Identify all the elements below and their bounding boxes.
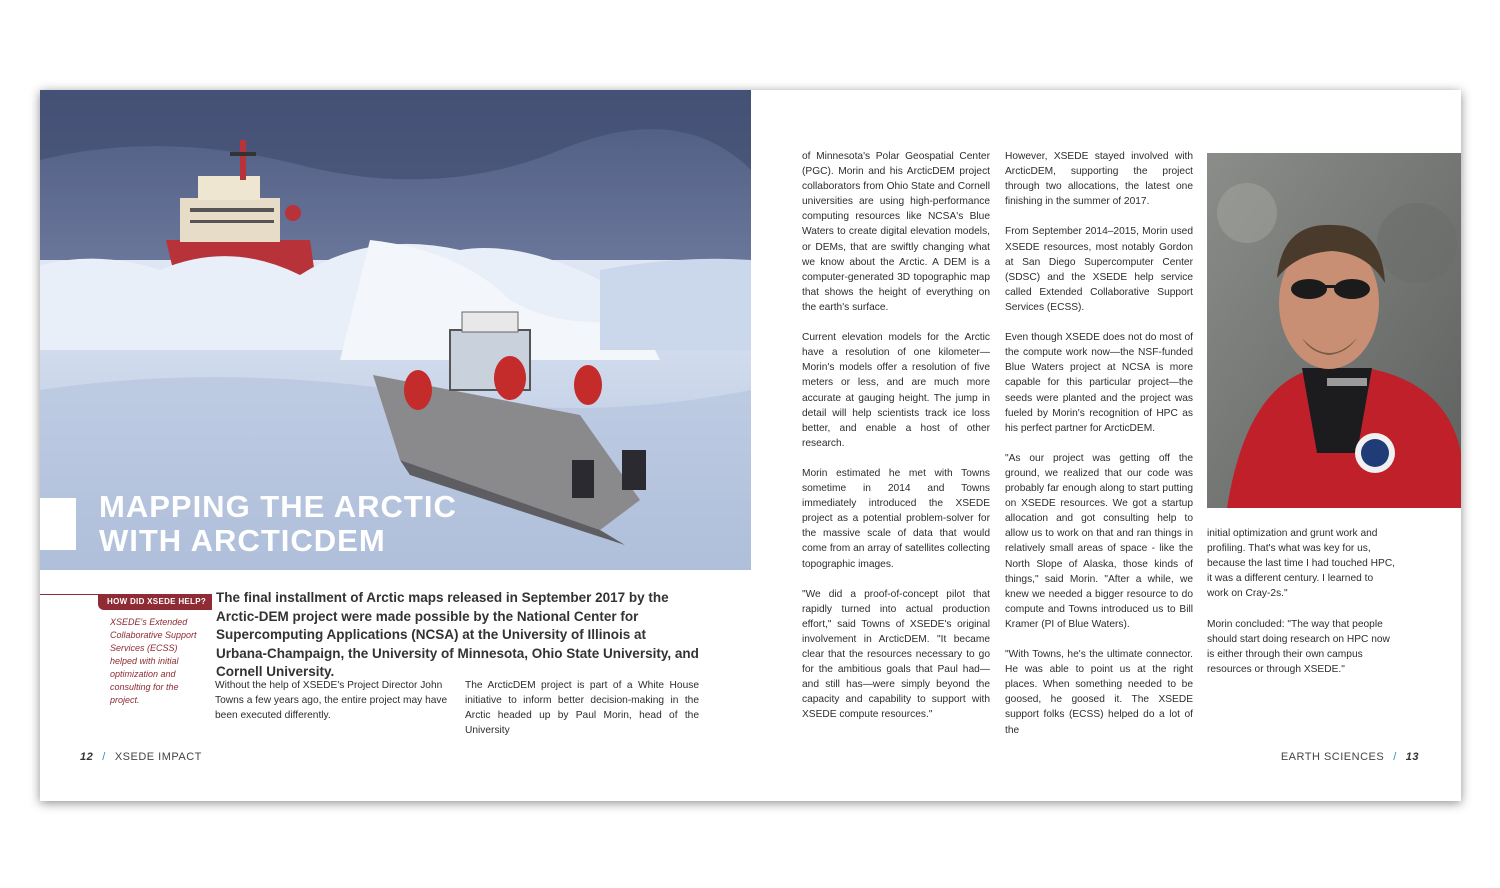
paragraph: From September 2014–2015, Morin used XSEDE resources, most notably Gordon at San Diego Supercomputer Center (SDSC) and the XSEDE help service called Extended Collaborative Support Services (ECSS). xyxy=(1005,226,1193,313)
body-column-left-1 xyxy=(215,678,449,723)
paul-morin-portrait xyxy=(1207,153,1461,508)
title-line-1: MAPPING THE ARCTIC xyxy=(99,489,457,524)
footer-right xyxy=(1281,751,1419,763)
paragraph: Morin estimated he met with Towns sometime in 2014 and Towns immediately introduced the XSEDE project as a potential problem-solver for the massive scale of data that would come from an array of satellites collecting topographic images. xyxy=(802,467,990,570)
paragraph: Current elevation models for the Arctic have a resolution of one kilometer—Morin's models offer a resolution of five meters or less, and are much more accurate at gauging height. The jump in detail will help scientists track ice loss better, and enable a host of other research. xyxy=(802,332,990,449)
paragraph: However, XSEDE stayed involved with ArcticDEM, supporting the project through two allocations, the latest one finishing in the summer of 2017. xyxy=(1005,151,1193,208)
paragraph: Even though XSEDE does not do most of the compute work now—the NSF-funded Blue Waters project at NCSA is more capable for this particular project—the seeds were planted and the project was fueled by Morin's recognition of HPC as his perfect partner for ArcticDEM. xyxy=(1005,332,1193,434)
paragraph: "As our project was getting off the ground, we realized that our code was probably far enough along to start putting on XSEDE resources. We got a startup allocation and got consulting help to allow us to work on that and ran things in relatively small areas of space - like the North Slope of Alaska, those kinds of things," said Morin. "After a while, we knew we needed a bigger resource to do compute and Towns introduced us to Bill Kramer (PI of Blue Waters). xyxy=(1005,452,1193,630)
paragraph: The ArcticDEM project is part of a White House initiative to inform better decision-making in the Arctic headed up by Paul Morin, head of the University xyxy=(465,680,699,737)
paragraph: "With Towns, he's the ultimate connector. He was able to point us at the right places. When something needed to be goosed, he goosed it. The XSEDE support folks (ECSS) helped do a lot of the xyxy=(1005,649,1193,736)
body-column-right-2 xyxy=(1005,149,1193,738)
footer-left xyxy=(80,751,202,763)
portrait-image xyxy=(1207,153,1461,508)
body-column-right-3 xyxy=(1207,526,1395,677)
section-label-left: XSEDE IMPACT xyxy=(114,751,202,763)
section-label-right: EARTH SCIENCES xyxy=(1280,751,1385,763)
title-line-2: WITH ARCTICDEM xyxy=(99,523,386,558)
article-title xyxy=(99,490,457,558)
body-column-right-1 xyxy=(802,149,990,723)
help-sidebar-text: XSEDE's Extended Collaborative Support Services (ECSS) helped with initial optimization and consulting for the project. xyxy=(110,617,197,705)
folio-separator: / xyxy=(102,751,106,763)
paragraph: initial optimization and grunt work and profiling. That's what was key for us, because the last time I had touched HPC, it was a different century. I learned to work on Cray-2s." xyxy=(1207,528,1396,600)
lead-paragraph: The final installment of Arctic maps released in September 2017 by the Arctic-DEM project were made possible by the National Center for Supercomputing Applications (NCSA) at the University of Illinois at Urbana-Champaign, the University of Minnesota, Ohio State University, and Cornell University. xyxy=(216,590,699,679)
folio-separator: / xyxy=(1393,751,1397,763)
magazine-spread xyxy=(40,90,1461,801)
page-number-left: 12 xyxy=(80,751,94,763)
paragraph: "We did a proof-of-concept pilot that rapidly turned into actual production effort," said Towns of XSEDE's original involvement in ArcticDEM. "It became clear that the resources necessary to go for the ambitious goals that Paul had—and still has—were simply beyond the capacity and capability to support with XSEDE compute resources." xyxy=(802,588,990,721)
body-column-left-2 xyxy=(465,678,699,738)
page-number-right: 13 xyxy=(1405,751,1419,763)
paragraph: Morin concluded: "The way that people should start doing research on HPC now is either through their own campus resources or through XSEDE." xyxy=(1207,618,1390,675)
paragraph: of Minnesota's Polar Geospatial Center (PGC). Morin and his ArcticDEM project collaborators from Ohio State and Cornell universities are using high-performance computing resources like NCSA's Blue Waters to create digital elevation models, or DEMs, that are swiftly changing what we know about the Arctic. A DEM is a computer-generated 3D topographic map that shows the height of everything on the earth's surface. xyxy=(802,151,990,313)
help-label: HOW DID XSEDE HELP? xyxy=(98,594,212,610)
arctic-ship-photo xyxy=(40,90,751,570)
paragraph: Without the help of XSEDE's Project Director John Towns a few years ago, the entire project may have been executed differently. xyxy=(215,680,448,722)
title-accent-block xyxy=(40,498,76,550)
